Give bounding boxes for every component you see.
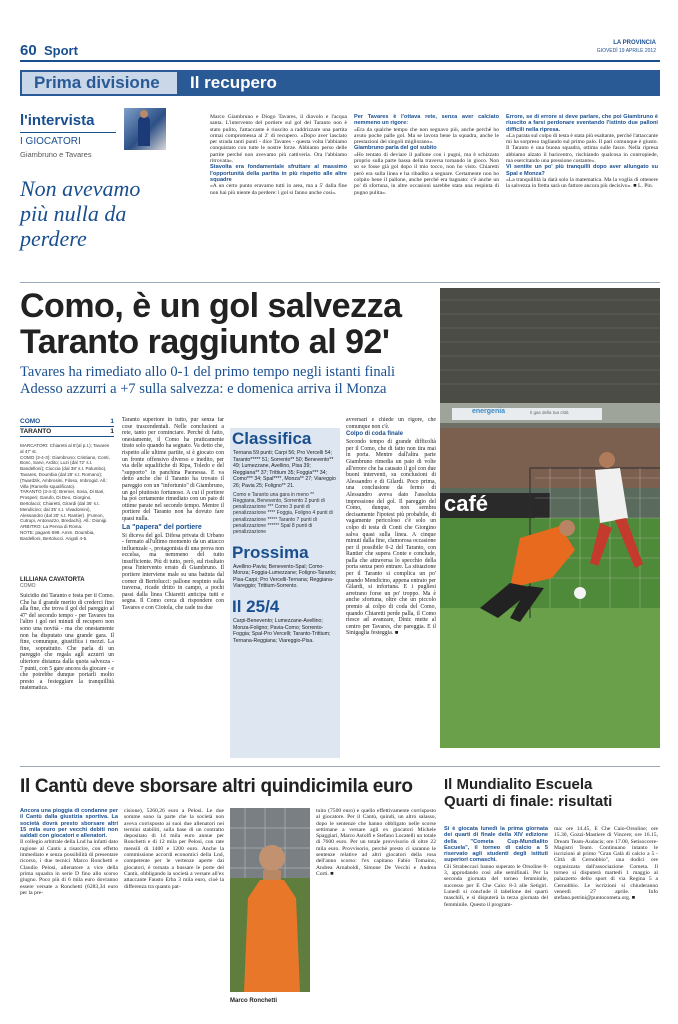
main-col-a-text-b: Si diceva del gol. Difesa privata di Urbano - fermato all'ultimo momento da un attacco influenzale -, protagonista di una prova non eccelsa, ma nemmeno del tutto insufficiente. Più di tutto, però, sul risultato pesa l'intervento errato di Giambruno. Il portiere interviene male su una battuta dal corner di Bertolucci: pallone respinto sulla traversa, ricade dritto in campo, a pochi passi dalla linea Chiaretti anticipa tutti e segna. Il Como cerca di rispondere con Tavares e con Ciotola, che cade tra due	[122, 532, 224, 612]
standings-notes: Como e Taranto una gara in meno ** Reggiana, Benevento, Sorrento 2 punti di penalizzazione *** Como 3 punti di penalizzazione **** Foggia, Foligno 4 punti di penalizzazione ***** Taranto 7 punti di penalizzazione ****** Spal 8 punti di penalizzazione	[233, 491, 333, 536]
main-subhead-line1: Tavares ha rimediato allo 0-1 del primo tempo negli istanti finali	[20, 364, 396, 380]
interview-col1-text-b: «A un certo punto eravamo tutti in area, ma a 5' dalla fine non hai più niente da perdere: i gol si fanno anche così».	[210, 183, 347, 196]
mundialito-headline	[444, 776, 660, 810]
cantu-col1	[20, 808, 118, 1008]
tabellino: MARCATORI: Chiaretti al 5'(al p.t.); Tavares al 47' st. COMO (3-4-3): Giambruno; Cristiano, Conti, Bonc, Sarvi, Ardito; Luzi (dal 72' s.t. Bandelloni); Ciuccia (dal 38' s.t. Palumbo), Tavares, Doumbia (dal 26' s.t. Romano); (Twardzik, Ambrosini, Filoso, Imbrogid. All.: Villa (Ramello squalificato). TARANTO (3-4-3): Bremer, Sosa, Di Bari, Prosperi; Garufo, Di Deo, Giorgino, Bertolacci; Chiaretti, Girardi (dal 36' s.t. Mendicino; dal 35' s.t. Vivadomini), Alessandro (dal 20' s.t. Rantier). (Fumon, Cutrupi, Antonazzo, Bredachi). All.: Dionigi. ARBITRO: La Penna di Roma. NOTE: paganti 699. Amm. Doumbia, Bardelloni, Bertolucci. Angoli 4-5.	[20, 443, 110, 541]
interview-kicker-rule	[20, 132, 116, 133]
scoreboard	[20, 417, 114, 761]
dated-body: Carpi-Benevento; Lumezzane-Avellino; Monza-Foligno; Pavia-Como; Sorrento-Foggia; Spal-Pro Vercelli; Taranto-Trittium; Ternana-Reggiana; Viareggio-Pisa.	[233, 618, 331, 644]
divider-top	[20, 282, 660, 283]
main-headline-line2: Taranto raggiunto al 92'	[20, 323, 390, 361]
main-headline-line1: Como, è un gol salvezza	[20, 287, 402, 325]
cantu-lead: Ancora una pioggia di condanne per il Cantù dalla giustizia sportiva. La società dovrà presto sborsare altri 15 mila euro per vecchi debiti non saldati con giocatori e allenatori.	[20, 808, 118, 840]
section-band	[20, 70, 660, 96]
interview-col3-question-b: Vi sentite un po' più tranquilli dopo aver allungato su Spal e Monza?	[506, 164, 658, 177]
interview-names: Giambruno e Tavares	[20, 150, 92, 159]
page-header	[20, 40, 660, 62]
interview-col1-question: Stavolta era fondamentale sfruttare al massimo l'opportunità della partita in più rispetto alle altre squadre	[210, 164, 347, 183]
score-row-home	[20, 417, 114, 427]
main-col-c-text: avversari e chiede un rigore, che comunque non c'è.	[346, 417, 436, 430]
standings-title: Classifica	[232, 429, 312, 448]
cantu-col2	[124, 808, 224, 1008]
interview-col3-text-b: «La tranquillità la darà solo la matematica. Ma la voglia di ottenere la salvezza in fretta sarà un fattore ancora più decisivo». ■ L. Pin.	[506, 176, 658, 190]
mundialito-col2	[554, 826, 658, 1006]
interview-col3	[506, 114, 658, 274]
mundialito-lead: Si è giocata lunedì la prima giornata dei quarti di finale della XIV edizione della "Cometa Cup-Mundialito Escuela", il torneo di calcio a 5 riservato agli studenti degli istituti superiori comaschi.	[444, 826, 548, 864]
issue-date: GIOVEDÌ 19 APRILE 2012	[596, 48, 656, 54]
interview-photo	[124, 108, 166, 150]
interview-col3-text: «La parata sul colpo di testa è stata più esaltante, perché l'attaccante mi ha sorpreso tagliando sul primo palo. Il pari comunque è giusto. Il Taranto è una buona squadra, ottima sulle fasce. Nella ripresa abbiamo alzato il baricentro, rischiando qualcosa in contropiede, ma esercitando una pressione costante».	[506, 132, 658, 165]
interview-quote: Non avevamo più nulla da perdere	[20, 176, 141, 251]
interview-col2-text: «Era da qualche tempo che non segnavo più, anche perché ho avuto poche palle gol. Ma se lavora bene la squadra, anche le prestazioni dei singoli migliorano».	[354, 126, 499, 146]
main-col-c	[346, 417, 436, 759]
cantu-col1-text: Il collegio arbitrale della Lnd ha infatti dato ragione al Cantù a risarcire, con effetto immediato e senza possibilità di presentare ricorso, i due tecnici Marco Ronchetti e Claudio Pelosi, allenatore a vice della prima squadra in serie D fino allo scorso giugno. Poco più di 6 mila euro dovranno essere versate a Ronchetti (6283,34 euro per la pre-	[20, 839, 118, 896]
interview-col2	[354, 114, 499, 274]
match-photo-scene	[440, 288, 660, 748]
standings-body: Ternana 59 punti; Carpi 56; Pro Vercelli 54; Taranto***** 51; Sorrento** 50; Benevento** 49; Lumezzane, Avellino, Pisa 39; Reggiana** 37; Trittium 35; Foggia*** 34; Como*** 34; Spal****, Monza** 27; Viareggio 26; Pavia 25; Foligno** 21.	[233, 450, 336, 489]
mundialito-col1-text: Gli Strabeccaci hanno superato le Orsoline 8-3, approdando così alle semifinali. Per la seconda giornata del torneo femminile, successo per E Che Caio: 8-3 alle Setigiri. Lunedì si conclude il tabellone dei quarti maschili, e si disputerà la terza giornata del femminile. Questo il program-	[444, 863, 548, 908]
mundialito-headline-line2: Quarti di finale: risultati	[444, 793, 613, 810]
score-row-away	[20, 427, 114, 437]
interview-col1-text: Marco Giambruno e Diogo Tavares, il diavolo e l'acqua santa. L'intervento del portiere sul gol del Taranto non è stato pulito, l'attaccante è riuscito a raddrizzare una partita ormai compromessa al 2' di recupero. «Dopo aver lasciato per strada tanti punti - dice Tavares - questa volta l'abbiamo conquistato con tutte le nostre forze. Abbiamo perso delle partite perché non avevamo più cattiveria. Ora l'abbiamo ritrovata».	[210, 114, 347, 165]
ball	[574, 587, 586, 599]
interview-col2-question-b: Giambruno parla del gol subito	[354, 145, 437, 152]
match-photo	[440, 288, 660, 748]
main-lead: Suicidio del Taranto e festa per il Como. Che ha il grande merito di crederci fino alla fine, che trova il gol del pareggio al 47' del secondo tempo - per Tavares tra l'altro i gol nei minuti di recupero non sono una novità - ma che onestamente non ha disputato una grande gara. Il fine, comunque, giustifica i mezzi. La fine, soprattutto. Che parla di un pareggio che regala agli azzurri un ulteriore distanza dalla quota salvezza - 7 punti, con 5 gare ancora da giocare - e che potrebbe dunque portarli molto presto a festeggiare la tranquillità matematica.	[20, 593, 114, 692]
photo-banner-cafe: café	[444, 491, 489, 516]
main-subhead	[20, 364, 440, 398]
main-col-a	[122, 417, 224, 759]
section-title: Sport	[44, 43, 78, 58]
interview-kicker: l'intervista	[20, 112, 95, 129]
cantu-photo-caption: Marco Ronchetti	[230, 998, 278, 1004]
cantu-col3	[316, 808, 436, 1008]
photo-banner-tagline: Il gas della tua città	[530, 410, 569, 415]
main-headline	[20, 288, 440, 360]
standings-box	[230, 428, 340, 758]
band-left-label: Prima divisione	[34, 73, 160, 92]
photo-banner-brand: energenia	[472, 408, 506, 415]
next-body: Avellino-Pavia; Benevento-Spal; Como-Monza; Foggia-Lumezzane; Foligno-Taranto; Pisa-Carpi; Pro Vercelli-Ternana; Reggiana-Viareggio; Trittium-Sorrento.	[233, 563, 337, 590]
dated-title: Il 25/4	[232, 597, 280, 617]
interview-col2-question: Per Tavares è l'ottava rete, senza aver calciato nemmeno un rigore:	[354, 114, 499, 127]
divider-bottom	[20, 766, 660, 767]
cantu-headline: Il Cantù deve sborsare altri quindicimila euro	[20, 776, 413, 797]
next-title: Prossima	[232, 542, 309, 562]
score-value-home: 1	[110, 418, 114, 425]
interview-col3-question: Errore, se di errore si deve parlare, che poi Giambruno è riuscito a farsi perdonare sventando l'istinto due palloni difficili nella ripresa.	[506, 114, 658, 133]
interview-col2-text-b: «Ho tentato di deviare il pallone con i pugni, ma è schizzato proprio sulla parte bassa della traversa tornando in gioco. Non so se fosse già gol dopo il mio tocco, non ho visto. Chiaretti però era sulla linea e ha ribadito a segnare. Certamente non ho colpito bene il pallone, anche perché era bagnato: c'è anche un po' di sfortuna, in altre occasioni sarebbe stata una respinta di pugno pulita».	[354, 151, 499, 196]
main-subhead-line2: Adesso azzurri a +7 sulla salvezza: e domenica arriva il Monza	[20, 381, 387, 397]
interview-block	[20, 104, 660, 284]
byline: LILLIANA CAVATORTA	[20, 577, 85, 583]
header-rule	[20, 60, 660, 62]
main-col-a-text: Taranto superiore in tutto, pur senza far cose trascendentali. Nelle conclusioni a rete, tanto per cominciare. Perché di fatto, onestamente, il Como ha praticamente tirato solo quando ha segnato. Va detto che, rispetto alle ultime partite, si è giocato con un fronte offensivo diverso e inedito, per via delle squalifiche di Ripa, Toledo e del "supporto" in panchina Paonessa. E va detto anche che il Taranto ha trovato il pareggio con un "infortunio" di Giambruno, un gol piuttosto fortunoso. A cui il portiere ha poi certamente rimediato con un paio di ottime parate nel secondo tempo. Mentre il portiere del Taranto non ha dovuto fare quasi nulla.	[122, 417, 224, 522]
cantu-photo	[230, 808, 310, 1004]
main-col-c-subhead: Colpo di coda finale	[346, 431, 404, 438]
main-col-a-subhead: La "papera" del portiere	[122, 523, 202, 531]
page-number: 60	[20, 42, 37, 59]
interview-col1	[210, 114, 347, 274]
score-value-away: 1	[110, 428, 114, 435]
cantu-col3-text: tuito (7500 euro) e quello effettivamente corrisposto al giocatore. Per il Cantù, quindi, un altro salasso, dopo le sentenze che hanno obbligato nelle scorse settimane a versare agli ex giocatori Michele Spaggiari, Marco Astolfi e Stefano Locatelli un totale di 7600 euro. Per un totale provvisorio di oltre 22 mila euro. Provvisorio, perché presto ci saranno le sentenze relative ad altri giocatori della rosa dell'anno scorso: l'ex capitano Fabio Tomaino, Andrea Arnaboldi, Simone De Vecchi e Andrea Corti. ■	[316, 808, 436, 877]
mundialito-col1	[444, 826, 548, 1006]
cantu-photo-scene	[230, 808, 310, 992]
mundialito-headline-line1: Il Mundialito Escuela	[444, 776, 593, 793]
score-team-home: COMO	[20, 418, 41, 425]
mundialito-col2-text: ma: ore 14.45, E Che Caio-Orsoline; ore 15.30, Gozzi-Mastiere di Vincere; ore 16.15, Dream Team-Audacis; ore 17.00, Setisoccere-Magistri Team. Continuano intanto le iscrizioni al primo "Gran Galà di calcio a 5 - Città di Cernobbio", una dodici ore organizzata dall'associazione Cometa. Il torneo si disputerà martedì 1 maggio al palazzetto dello sport di via Regina 5 a Cernobbio. Le iscrizioni si chiuderanno venerdì 27 aprile. Info stefano.petrini@puntocometa.org. ■	[554, 826, 658, 902]
byline-place: COMO	[20, 583, 36, 589]
newspaper-name: LA PROVINCIA	[613, 40, 656, 46]
score-team-away: TARANTO	[20, 428, 52, 435]
band-left	[22, 72, 177, 94]
band-right-label: Il recupero	[190, 73, 277, 92]
main-col-c-text-b: Secondo tempo di grande difficoltà per il Como, che di fatto non tira mai in porta. Mentre dall'altra parte Giambruno rimedia un paio di volte all'errore che ha causato il gol con due buoni interventi, su conclusioni di Alessandro e di Gilardi. Poco prima, una conclusione da fermo di Alessandro aveva dato l'assoluta impressione del gol. Il pareggio del Como, dunque, non sembra decisamente l'ipotesi più probabile, di vagamente pericoloso c'è solo un colpo di testa di Conti che Giorgino salva quasi sulla linea. A cinque minuti dalla fine, clamorosa occasione per il possibile 0-2 del Taranto, con Rantier che supera Conte e conclude, palla che attraversa lo specchio della porta senza però entrare. La situazione per il Taranto si complica un po' quando Mendicino, appena entrato per Gilardi, si infortuna. E i pugliesi arretrano forse un po' troppo. Ma è anche sfortuna, oltre che un piccolo premio al colpo di coda del Como, quando Chiaretti perde palla, il Como riesce ad avanzare, Dinic mette al centro per Tavares, che pareggia. E il Sinigaglia festeggia. ■	[346, 439, 436, 637]
interview-label: I GIOCATORI	[20, 136, 81, 147]
cantu-col2-text: cisione), 5260,26 euro a Pelosi. Le due somme sono la parte che la società non aveva corrisposto ai suoi due allenatori nei termini stabiliti, sulla base di un contratto depositato di 14 mila euro annue per Ronchetti e di 12 mila per Pelosi, con rate mensili di 1400 e 1200 euro. Anche la commissione accordi economici della Lnd, competente per le vertenze aperte dai giocatori, è tornata a bussare le porte del Cantù, obbligando la società a versare all'ex attaccante Fausto Erba 3 mila euro, cioè la differenza tra quanto pat-	[124, 808, 224, 890]
